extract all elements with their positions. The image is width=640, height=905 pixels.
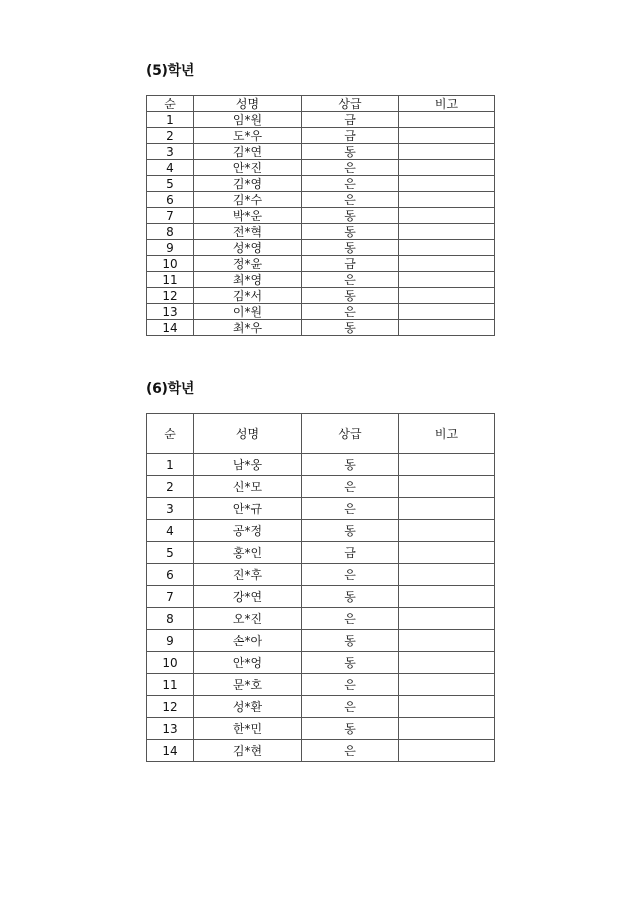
row-number-cell: 11 [147,674,194,696]
note-cell [399,740,495,762]
table-row [147,586,495,608]
student-name-cell: 성*환 [194,696,302,718]
student-name-cell: 김*현 [194,740,302,762]
note-cell [399,112,495,128]
award-level-cell: 동 [302,586,399,608]
note-cell [399,476,495,498]
award-level-cell: 은 [302,498,399,520]
row-number-cell: 9 [147,630,194,652]
note-cell [399,630,495,652]
table-header-row [147,414,495,454]
note-cell [399,454,495,476]
row-number-cell: 10 [147,652,194,674]
note-cell [399,696,495,718]
table-row [147,240,495,256]
table-row [147,288,495,304]
row-number-cell: 14 [147,320,194,336]
column-header-award: 상급 [302,96,399,112]
note-cell [399,192,495,208]
student-name-cell: 문*호 [194,674,302,696]
note-cell [399,498,495,520]
award-level-cell: 금 [302,542,399,564]
row-number-cell: 12 [147,696,194,718]
section-heading-grade-5: (5)학년 [146,63,195,79]
note-cell [399,564,495,586]
row-number-cell: 1 [147,112,194,128]
student-name-cell: 최*우 [194,320,302,336]
row-number-cell: 14 [147,740,194,762]
award-level-cell: 은 [302,674,399,696]
note-cell [399,176,495,192]
award-level-cell: 동 [302,652,399,674]
student-name-cell: 강*연 [194,586,302,608]
column-header-note: 비고 [399,96,495,112]
row-number-cell: 1 [147,454,194,476]
row-number-cell: 8 [147,224,194,240]
row-number-cell: 13 [147,718,194,740]
row-number-cell: 9 [147,240,194,256]
award-level-cell: 은 [302,160,399,176]
row-number-cell: 3 [147,498,194,520]
award-level-cell: 은 [302,476,399,498]
table-row [147,176,495,192]
table-row [147,304,495,320]
note-cell [399,272,495,288]
column-header-award: 상급 [302,414,399,454]
award-level-cell: 동 [302,520,399,542]
row-number-cell: 6 [147,192,194,208]
student-name-cell: 박*운 [194,208,302,224]
row-number-cell: 5 [147,176,194,192]
note-cell [399,320,495,336]
award-level-cell: 은 [302,192,399,208]
note-cell [399,144,495,160]
note-cell [399,304,495,320]
section-heading-grade-6: (6)학년 [146,381,195,397]
note-cell [399,652,495,674]
award-level-cell: 동 [302,630,399,652]
student-name-cell: 김*서 [194,288,302,304]
student-name-cell: 임*원 [194,112,302,128]
table-row [147,564,495,586]
table-row [147,498,495,520]
column-header-number: 순 [147,414,194,454]
award-level-cell: 동 [302,288,399,304]
note-cell [399,674,495,696]
student-name-cell: 한*민 [194,718,302,740]
award-level-cell: 은 [302,272,399,288]
row-number-cell: 7 [147,208,194,224]
student-name-cell: 김*수 [194,192,302,208]
row-number-cell: 2 [147,128,194,144]
award-level-cell: 은 [302,740,399,762]
student-name-cell: 안*규 [194,498,302,520]
grade-6-award-table [146,413,495,762]
row-number-cell: 4 [147,520,194,542]
award-level-cell: 은 [302,608,399,630]
table-row [147,256,495,272]
student-name-cell: 공*정 [194,520,302,542]
table-row [147,718,495,740]
table-row [147,608,495,630]
table-row [147,320,495,336]
note-cell [399,160,495,176]
table-row [147,112,495,128]
note-cell [399,608,495,630]
table-row [147,272,495,288]
award-level-cell: 은 [302,696,399,718]
note-cell [399,256,495,272]
student-name-cell: 이*원 [194,304,302,320]
award-level-cell: 금 [302,128,399,144]
table-row [147,192,495,208]
student-name-cell: 홍*인 [194,542,302,564]
column-header-note: 비고 [399,414,495,454]
row-number-cell: 2 [147,476,194,498]
award-level-cell: 동 [302,224,399,240]
table-row [147,144,495,160]
note-cell [399,208,495,224]
award-level-cell: 동 [302,144,399,160]
column-header-name: 성명 [194,414,302,454]
award-level-cell: 동 [302,320,399,336]
table-row [147,454,495,476]
grade-5-award-table [146,95,495,336]
row-number-cell: 8 [147,608,194,630]
student-name-cell: 김*영 [194,176,302,192]
table-row [147,160,495,176]
award-level-cell: 동 [302,240,399,256]
award-level-cell: 금 [302,256,399,272]
table-row [147,674,495,696]
note-cell [399,224,495,240]
award-level-cell: 동 [302,454,399,476]
table-row [147,696,495,718]
note-cell [399,128,495,144]
award-level-cell: 은 [302,176,399,192]
row-number-cell: 12 [147,288,194,304]
student-name-cell: 손*아 [194,630,302,652]
note-cell [399,542,495,564]
student-name-cell: 전*혁 [194,224,302,240]
student-name-cell: 남*웅 [194,454,302,476]
column-header-name: 성명 [194,96,302,112]
student-name-cell: 도*우 [194,128,302,144]
table-row [147,630,495,652]
table-row [147,224,495,240]
row-number-cell: 5 [147,542,194,564]
table-row [147,208,495,224]
table-row [147,128,495,144]
student-name-cell: 진*후 [194,564,302,586]
student-name-cell: 성*영 [194,240,302,256]
table-row [147,520,495,542]
table-header-row [147,96,495,112]
award-level-cell: 은 [302,564,399,586]
student-name-cell: 김*연 [194,144,302,160]
table-row [147,542,495,564]
table-row [147,476,495,498]
student-name-cell: 정*윤 [194,256,302,272]
award-level-cell: 동 [302,718,399,740]
note-cell [399,718,495,740]
student-name-cell: 안*엉 [194,652,302,674]
student-name-cell: 신*모 [194,476,302,498]
row-number-cell: 10 [147,256,194,272]
row-number-cell: 3 [147,144,194,160]
row-number-cell: 7 [147,586,194,608]
note-cell [399,586,495,608]
student-name-cell: 안*진 [194,160,302,176]
row-number-cell: 13 [147,304,194,320]
row-number-cell: 4 [147,160,194,176]
table-row [147,740,495,762]
row-number-cell: 6 [147,564,194,586]
student-name-cell: 오*진 [194,608,302,630]
table-row [147,652,495,674]
award-level-cell: 금 [302,112,399,128]
student-name-cell: 최*영 [194,272,302,288]
column-header-number: 순 [147,96,194,112]
row-number-cell: 11 [147,272,194,288]
note-cell [399,240,495,256]
note-cell [399,520,495,542]
note-cell [399,288,495,304]
award-level-cell: 은 [302,304,399,320]
award-level-cell: 동 [302,208,399,224]
